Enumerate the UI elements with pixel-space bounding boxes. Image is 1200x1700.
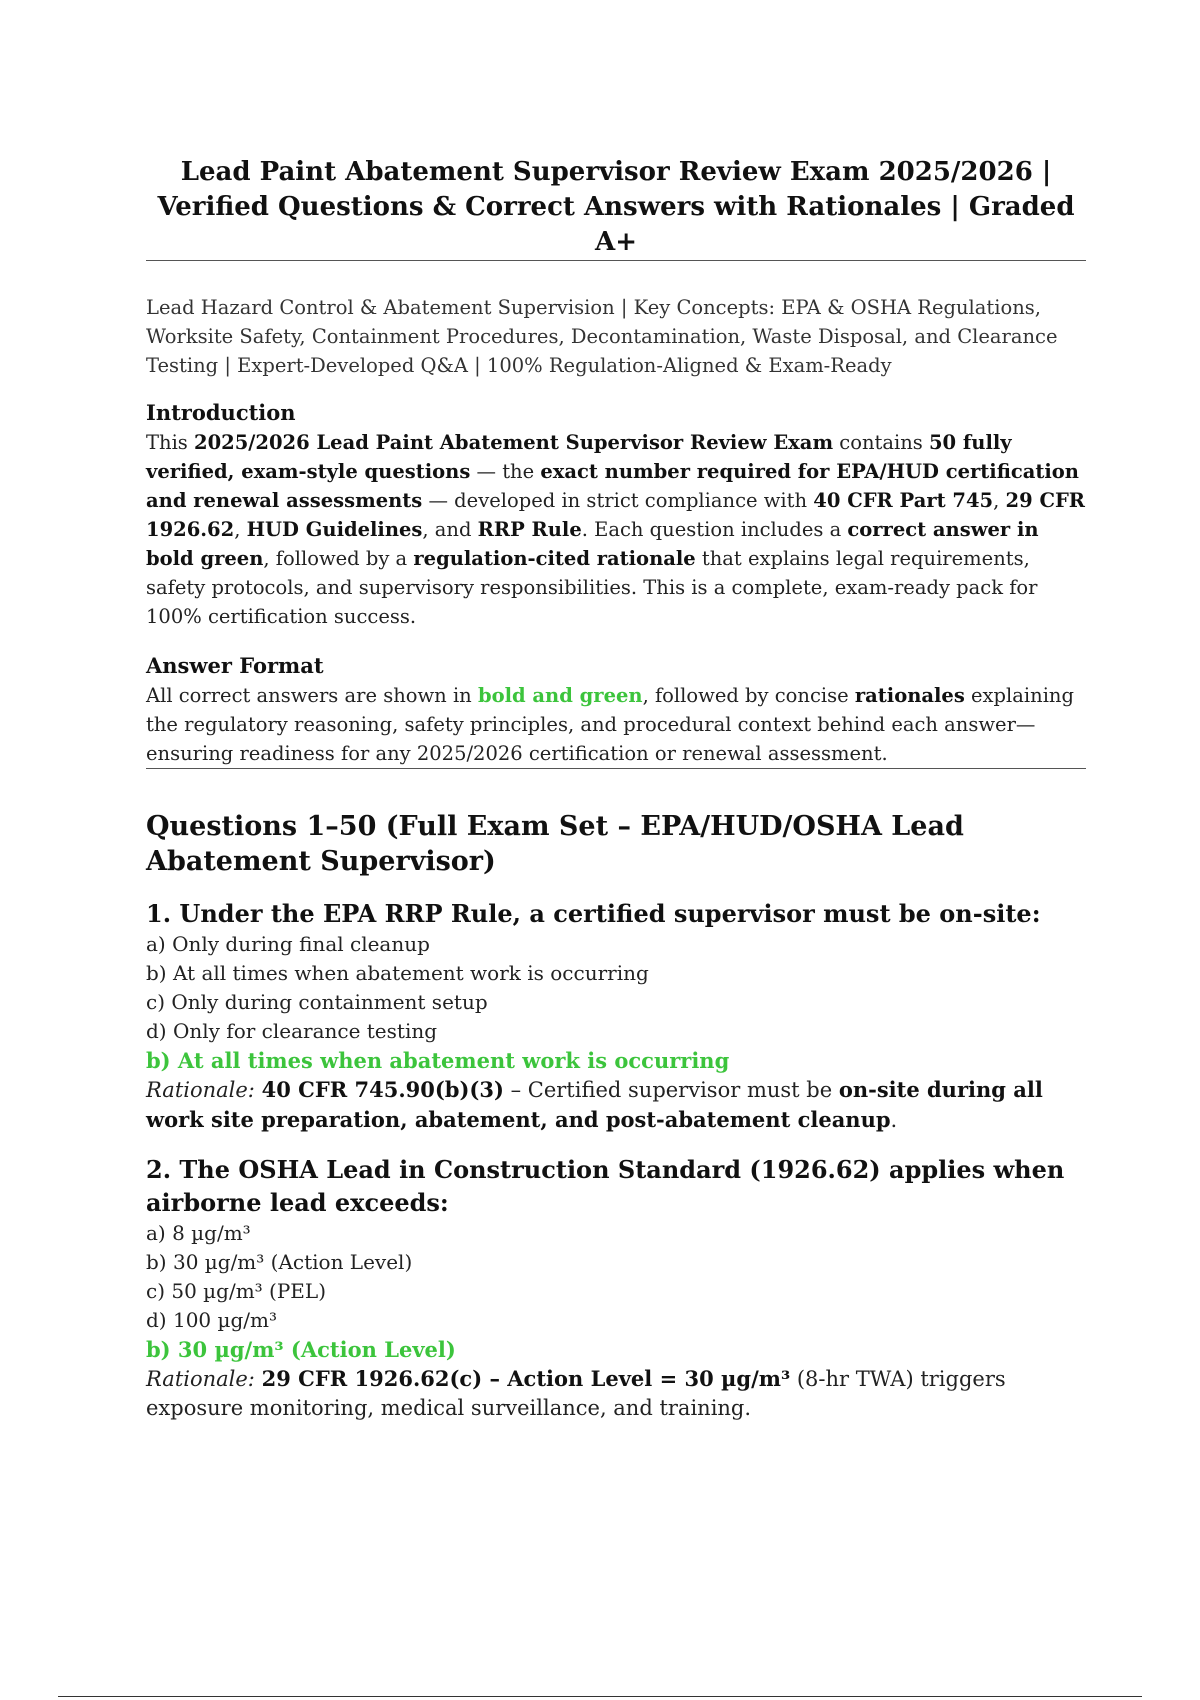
question-text: 1. Under the EPA RRP Rule, a certified supervisor must be on-site: [146, 899, 1041, 928]
answer-option: a) Only during final cleanup [146, 932, 430, 956]
question-block [146, 1153, 1086, 1423]
answer-option: b) 30 µg/m³ (Action Level) [146, 1250, 413, 1274]
answer-format-paragraph: All correct answers are shown in bold and green, followed by concise rationales explaining the regulatory reasoning, safety principles, and procedural context behind each answer—ensuring readiness for any 2025/2026 certification or renewal assessment. [146, 684, 1074, 765]
question-text: 2. The OSHA Lead in Construction Standard (1926.62) applies when airborne lead exceeds: [146, 1155, 1065, 1217]
answer-option: c) 50 µg/m³ (PEL) [146, 1279, 326, 1303]
answer-option: a) 8 µg/m³ [146, 1221, 251, 1245]
rationale: Rationale: 29 CFR 1926.62(c) – Action Level = 30 µg/m³ (8-hr TWA) triggers exposure monitoring, medical surveillance, and training. [146, 1366, 1006, 1420]
introduction-paragraph: This 2025/2026 Lead Paint Abatement Supervisor Review Exam contains 50 fully verified, exam-style questions — the exact number required for EPA/HUD certification and renewal assessments — developed in strict compliance with 40 CFR Part 745, 29 CFR 1926.62, HUD Guidelines, and RRP Rule. Each question includes a correct answer in bold green, followed by a regulation-cited rationale that explains legal requirements, safety protocols, and supervisory responsibilities. This is a complete, exam-ready pack for 100% certification success. [146, 431, 1086, 628]
answer-option: d) 100 µg/m³ [146, 1308, 278, 1332]
answer-option: b) At all times when abatement work is occurring [146, 961, 649, 985]
page-bottom-rule [58, 1696, 1142, 1697]
introduction-heading: Introduction [146, 400, 296, 425]
answer-option: d) Only for clearance testing [146, 1019, 438, 1043]
correct-answer: b) At all times when abatement work is occurring [146, 1048, 730, 1073]
document-page [146, 155, 1086, 1423]
question-block [146, 897, 1086, 1135]
answer-format-heading: Answer Format [146, 653, 324, 678]
answer-option: c) Only during containment setup [146, 990, 488, 1014]
questions-heading: Questions 1–50 (Full Exam Set – EPA/HUD/OSHA Lead Abatement Supervisor) [146, 811, 964, 877]
correct-answer: b) 30 µg/m³ (Action Level) [146, 1337, 456, 1362]
document-title: Lead Paint Abatement Supervisor Review Exam 2025/2026 | Verified Questions & Correct Answers with Rationales | Graded A+ [157, 157, 1075, 257]
divider-top [146, 260, 1086, 261]
document-subtitle: Lead Hazard Control & Abatement Supervision | Key Concepts: EPA & OSHA Regulations, Worksite Safety, Containment Procedures, Decontamination, Waste Disposal, and Clearance Testing | Expert-Developed Q&A | 100% Regulation-Aligned & Exam-Ready [146, 296, 1058, 377]
divider-middle [146, 768, 1086, 769]
rationale: Rationale: 40 CFR 745.90(b)(3) – Certified supervisor must be on-site during all work site preparation, abatement, and post-abatement cleanup. [146, 1077, 1043, 1132]
